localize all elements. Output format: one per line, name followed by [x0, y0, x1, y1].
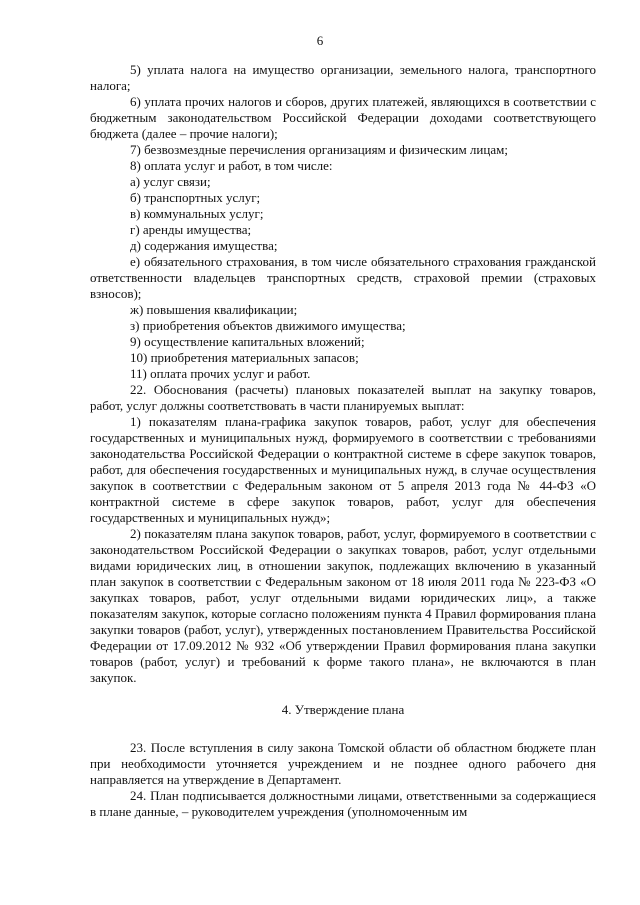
- paragraph-item-9: 9) осуществление капитальных вложений;: [130, 334, 365, 349]
- paragraph-item-8: 8) оплата услуг и работ, в том числе:: [130, 158, 333, 173]
- paragraph-item-5: 5) уплата налога на имущество организации, земельного налога, транспортного налога;: [90, 62, 596, 93]
- paragraph-clause-22-2: 2) показателям плана закупок товаров, работ, услуг, формируемого в соответствии с законодательством Российской Федерации о закупках товаров, работ, услуг отдельными видами юридических лиц, в отношении закупок, подлежащих включению в указанный план закупок в соответствии с Федеральным законом от 18 июля 2011 года № 223-ФЗ «О закупках товаров, работ, услуг отдельными видами юридических лиц», а также показателям закупок, которые согласно положениям пункта 4 Правил формирования плана закупки товаров (работ, услуг), утвержденных постановлением Правительства Российской Федерации от 17.09.2012 № 932 «Об утверждении Правил формирования плана закупки товаров (работ, услуг) и требований к форме такого плана», не включаются в план закупок.: [90, 526, 596, 685]
- paragraph-item-7: 7) безвозмездные перечисления организациям и физическим лицам;: [130, 142, 508, 157]
- paragraph-subitem-v: в) коммунальных услуг;: [130, 206, 264, 221]
- paragraph-item-6: 6) уплата прочих налогов и сборов, других платежей, являющихся в соответствии с бюджетным законодательством Российской Федерации доходами соответствующего бюджета (далее – прочие налоги);: [90, 94, 596, 141]
- paragraph-subitem-b: б) транспортных услуг;: [130, 190, 261, 205]
- paragraph-subitem-zh: ж) повышения квалификации;: [130, 302, 298, 317]
- paragraph-clause-22-1: 1) показателям плана-графика закупок товаров, работ, услуг для обеспечения государственных и муниципальных нужд, формируемого в соответствии с требованиями законодательства Российской Федерации о контрактной системе в сфере закупок товаров, работ, для обеспечения государственных и муниципальных нужд, в случае осуществления закупок в соответствии с Федеральным законом от 5 апреля 2013 года № 44-ФЗ «О контрактной системе в сфере закупок товаров, работ, услуг для обеспечения государственных и муниципальных нужд»;: [90, 414, 596, 525]
- paragraph-subitem-d: д) содержания имущества;: [130, 238, 278, 253]
- paragraph-subitem-g: г) аренды имущества;: [130, 222, 252, 237]
- document-body: [90, 62, 596, 820]
- paragraph-subitem-e: е) обязательного страхования, в том числе обязательного страхования гражданской ответственности владельцев транспортных средств, страховой премии (страховых взносов);: [90, 254, 596, 301]
- paragraph-clause-22: 22. Обоснования (расчеты) плановых показателей выплат на закупку товаров, работ, услуг должны соответствовать в части планируемых выплат:: [90, 382, 596, 413]
- paragraph-item-10: 10) приобретения материальных запасов;: [130, 350, 359, 365]
- paragraph-clause-23: 23. После вступления в силу закона Томской области об областном бюджете план при необходимости уточняется учреждением и не позднее одного рабочего дня направляется на утверждение в Департамент.: [90, 740, 596, 787]
- paragraph-subitem-a: а) услуг связи;: [130, 174, 211, 189]
- page-number: 6: [316, 33, 324, 48]
- paragraph-clause-24: 24. План подписывается должностными лицами, ответственными за содержащиеся в плане данные, – руководителем учреждения (уполномоченным им: [90, 788, 596, 819]
- paragraph-subitem-z: з) приобретения объектов движимого имущества;: [130, 318, 406, 333]
- paragraph-item-11: 11) оплата прочих услуг и работ.: [130, 366, 311, 381]
- section-title: 4. Утверждение плана: [281, 702, 405, 717]
